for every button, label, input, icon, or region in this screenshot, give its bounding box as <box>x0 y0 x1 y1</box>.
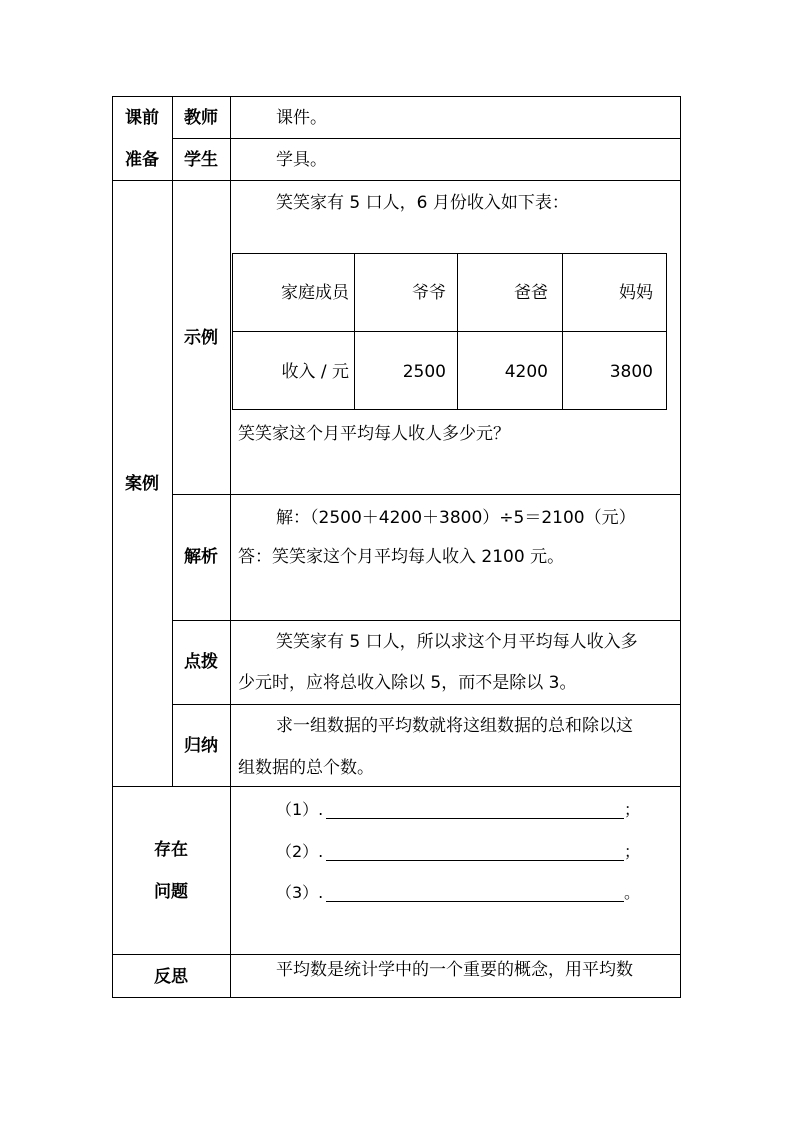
income-row-label: 收入 / 元 <box>281 362 349 382</box>
income-header-member: 家庭成员 <box>281 283 349 303</box>
income-header-grandpa: 爷爷 <box>412 283 446 303</box>
income-value-dad: 4200 <box>504 362 548 382</box>
income-table-col2 <box>457 253 458 410</box>
income-value-mom: 3800 <box>609 362 653 382</box>
reflection-text: 平均数是统计学中的一个重要的概念，用平均数 <box>276 960 633 980</box>
border-top <box>112 96 681 97</box>
student-text: 学具。 <box>276 150 327 170</box>
prep-label-bottom: 准备 <box>125 150 159 170</box>
example-question: 笑笑家这个月平均每人收人多少元？ <box>238 424 510 444</box>
analysis-line1: 解：（2500＋4200＋3800）÷5＝2100（元） <box>276 508 636 528</box>
example-intro: 笑笑家有 5 口人，6 月份收入如下表： <box>276 193 569 213</box>
case-label: 案例 <box>125 474 159 494</box>
analysis-line2: 答：笑笑家这个月平均每人收入 2100 元。 <box>238 547 565 567</box>
border-example-bottom <box>172 494 681 495</box>
summary-label: 归纳 <box>184 736 218 756</box>
income-value-grandpa: 2500 <box>402 362 446 382</box>
income-table-col3 <box>562 253 563 410</box>
example-label: 示例 <box>184 328 218 348</box>
problems-label-bottom: 问题 <box>154 882 188 902</box>
income-table-left <box>232 253 233 410</box>
prep-label-top: 课前 <box>125 108 159 128</box>
border-col2-bottom <box>230 786 231 998</box>
problem-2-num: （2）. <box>276 842 324 861</box>
problem-1-blank[interactable] <box>326 818 624 819</box>
problem-2-blank[interactable] <box>326 860 624 861</box>
problem-3-num: （3）. <box>276 883 324 902</box>
income-table-top <box>232 253 667 254</box>
income-table-bottom <box>232 409 667 410</box>
border-problems-bottom <box>112 954 681 955</box>
tip-label: 点拨 <box>184 652 218 672</box>
border-left <box>112 96 113 998</box>
border-prep-bottom <box>112 180 681 181</box>
problem-1-num: （1）. <box>276 800 324 819</box>
border-col1 <box>172 96 173 787</box>
problem-1-end: ； <box>624 800 641 819</box>
income-table-right <box>666 253 667 410</box>
income-header-dad: 爸爸 <box>514 283 548 303</box>
problem-3-blank[interactable] <box>326 901 624 902</box>
border-bottom <box>112 997 681 998</box>
problems-label-top: 存在 <box>154 840 188 860</box>
student-label: 学生 <box>184 150 218 170</box>
border-right <box>680 96 681 998</box>
border-prep-mid <box>172 138 681 139</box>
border-analysis-bottom <box>172 620 681 621</box>
border-col2-top <box>230 96 231 787</box>
summary-line2: 组数据的总个数。 <box>238 758 374 778</box>
border-tip-bottom <box>172 704 681 705</box>
tip-line2: 少元时，应将总收入除以 5，而不是除以 3。 <box>238 673 577 693</box>
analysis-label: 解析 <box>184 547 218 567</box>
income-table-mid <box>232 331 667 332</box>
reflection-label: 反思 <box>154 967 188 987</box>
income-header-mom: 妈妈 <box>619 283 653 303</box>
problem-3-end: 。 <box>624 883 641 902</box>
summary-line1: 求一组数据的平均数就将这组数据的总和除以这 <box>276 716 633 736</box>
border-case-bottom <box>112 786 681 787</box>
tip-line1: 笑笑家有 5 口人，所以求这个月平均每人收入多 <box>276 632 638 652</box>
income-table-col1 <box>354 253 355 410</box>
teacher-label: 教师 <box>184 108 218 128</box>
problem-2-end: ； <box>624 842 641 861</box>
teacher-text: 课件。 <box>276 108 327 128</box>
